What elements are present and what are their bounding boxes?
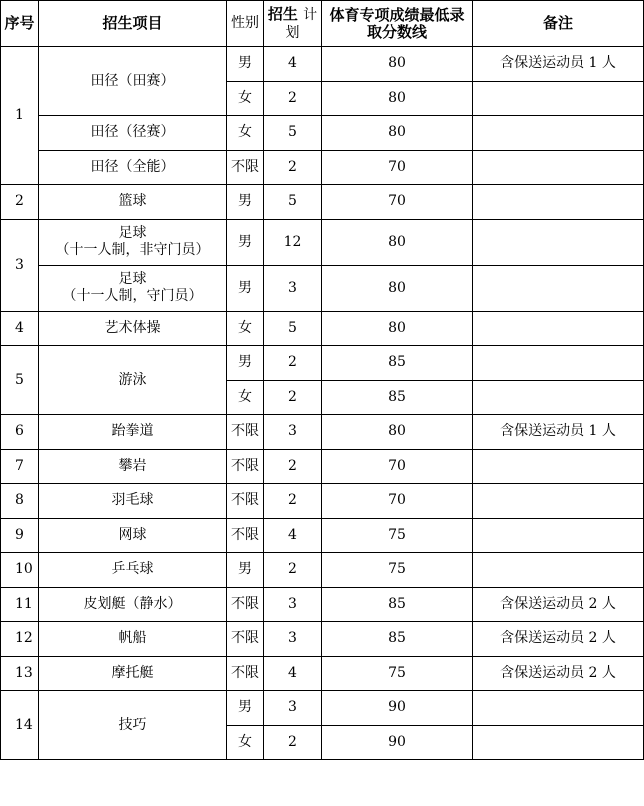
header-row bbox=[1, 1, 644, 47]
table-row bbox=[1, 449, 644, 484]
table-row bbox=[1, 346, 644, 381]
gender-cell: 女 bbox=[227, 311, 264, 346]
gender-cell: 女 bbox=[227, 380, 264, 415]
remark-cell bbox=[473, 380, 644, 415]
project-cell: 艺术体操 bbox=[39, 311, 227, 346]
project-cell: 网球 bbox=[39, 518, 227, 553]
score-cell: 75 bbox=[322, 518, 473, 553]
gender-cell: 男 bbox=[227, 265, 264, 311]
remark-cell bbox=[473, 484, 644, 519]
score-cell: 85 bbox=[322, 587, 473, 622]
table-row bbox=[1, 415, 644, 450]
score-cell: 80 bbox=[322, 81, 473, 116]
seq-cell: 1 bbox=[1, 47, 39, 185]
plan-cell: 2 bbox=[264, 449, 322, 484]
remark-cell bbox=[473, 518, 644, 553]
plan-cell: 3 bbox=[264, 587, 322, 622]
project-cell: 篮球 bbox=[39, 185, 227, 220]
seq-cell: 6 bbox=[1, 415, 39, 450]
header-plan-line2: 计划 bbox=[285, 6, 318, 41]
score-cell: 80 bbox=[322, 47, 473, 82]
project-cell: 摩托艇 bbox=[39, 656, 227, 691]
plan-cell: 5 bbox=[264, 185, 322, 220]
project-cell bbox=[39, 265, 227, 311]
table-row bbox=[1, 656, 644, 691]
gender-cell: 不限 bbox=[227, 415, 264, 450]
project-line2: （十一人制，守门员） bbox=[62, 288, 203, 304]
plan-cell: 2 bbox=[264, 484, 322, 519]
score-cell: 85 bbox=[322, 380, 473, 415]
seq-cell: 2 bbox=[1, 185, 39, 220]
table-row bbox=[1, 622, 644, 657]
header-plan-line1: 招生 bbox=[267, 4, 298, 23]
header-seq: 序号 bbox=[1, 1, 39, 47]
score-cell: 70 bbox=[322, 449, 473, 484]
project-cell: 田径（径赛） bbox=[39, 116, 227, 151]
seq-cell: 4 bbox=[1, 311, 39, 346]
project-cell: 跆拳道 bbox=[39, 415, 227, 450]
score-cell: 70 bbox=[322, 150, 473, 185]
gender-cell: 不限 bbox=[227, 622, 264, 657]
score-cell: 75 bbox=[322, 553, 473, 588]
remark-cell bbox=[473, 116, 644, 151]
project-cell: 田径（全能） bbox=[39, 150, 227, 185]
remark-cell: 含保送运动员 2 人 bbox=[473, 656, 644, 691]
gender-cell: 不限 bbox=[227, 587, 264, 622]
project-cell: 攀岩 bbox=[39, 449, 227, 484]
table-row bbox=[1, 47, 644, 82]
seq-cell: 7 bbox=[1, 449, 39, 484]
remark-cell bbox=[473, 150, 644, 185]
table-row bbox=[1, 691, 644, 726]
remark-cell: 含保送运动员 2 人 bbox=[473, 622, 644, 657]
table-row bbox=[1, 587, 644, 622]
project-line2: （十一人制，非守门员） bbox=[55, 242, 210, 258]
plan-cell: 5 bbox=[264, 116, 322, 151]
project-line1: 足球 bbox=[118, 271, 147, 287]
score-cell: 80 bbox=[322, 219, 473, 265]
plan-cell: 2 bbox=[264, 553, 322, 588]
gender-cell: 女 bbox=[227, 81, 264, 116]
score-cell: 85 bbox=[322, 622, 473, 657]
plan-cell: 3 bbox=[264, 691, 322, 726]
remark-cell bbox=[473, 81, 644, 116]
seq-cell: 13 bbox=[1, 656, 39, 691]
gender-cell: 不限 bbox=[227, 150, 264, 185]
table-row bbox=[1, 150, 644, 185]
score-cell: 85 bbox=[322, 346, 473, 381]
gender-cell: 男 bbox=[227, 346, 264, 381]
remark-cell bbox=[473, 725, 644, 760]
header-remark: 备注 bbox=[473, 1, 644, 47]
remark-cell: 含保送运动员 2 人 bbox=[473, 587, 644, 622]
plan-cell: 3 bbox=[264, 265, 322, 311]
gender-cell: 不限 bbox=[227, 656, 264, 691]
remark-cell bbox=[473, 219, 644, 265]
remark-cell bbox=[473, 265, 644, 311]
gender-cell: 男 bbox=[227, 553, 264, 588]
seq-cell: 10 bbox=[1, 553, 39, 588]
gender-cell: 女 bbox=[227, 116, 264, 151]
table-row bbox=[1, 185, 644, 220]
plan-cell: 2 bbox=[264, 150, 322, 185]
plan-cell: 5 bbox=[264, 311, 322, 346]
plan-cell: 2 bbox=[264, 380, 322, 415]
project-cell: 羽毛球 bbox=[39, 484, 227, 519]
remark-cell: 含保送运动员 1 人 bbox=[473, 415, 644, 450]
score-cell: 80 bbox=[322, 265, 473, 311]
score-cell: 70 bbox=[322, 185, 473, 220]
gender-cell: 男 bbox=[227, 691, 264, 726]
remark-cell: 含保送运动员 1 人 bbox=[473, 47, 644, 82]
seq-cell: 14 bbox=[1, 691, 39, 760]
header-project: 招生项目 bbox=[39, 1, 227, 47]
score-cell: 70 bbox=[322, 484, 473, 519]
header-score-line1: 体育专项成绩最低录 bbox=[329, 5, 465, 24]
plan-cell: 2 bbox=[264, 346, 322, 381]
project-cell: 田径（田赛） bbox=[39, 47, 227, 116]
plan-cell: 4 bbox=[264, 518, 322, 553]
plan-cell: 12 bbox=[264, 219, 322, 265]
table-row bbox=[1, 219, 644, 265]
table-row bbox=[1, 265, 644, 311]
gender-cell: 不限 bbox=[227, 484, 264, 519]
remark-cell bbox=[473, 311, 644, 346]
header-score bbox=[322, 1, 473, 47]
plan-cell: 2 bbox=[264, 81, 322, 116]
score-cell: 90 bbox=[322, 725, 473, 760]
plan-cell: 3 bbox=[264, 622, 322, 657]
project-cell: 乒乓球 bbox=[39, 553, 227, 588]
gender-cell: 不限 bbox=[227, 518, 264, 553]
seq-cell: 8 bbox=[1, 484, 39, 519]
plan-cell: 3 bbox=[264, 415, 322, 450]
seq-cell: 5 bbox=[1, 346, 39, 415]
seq-cell: 12 bbox=[1, 622, 39, 657]
project-line1: 足球 bbox=[118, 225, 147, 241]
gender-cell: 男 bbox=[227, 185, 264, 220]
plan-cell: 2 bbox=[264, 725, 322, 760]
remark-cell bbox=[473, 553, 644, 588]
table-row bbox=[1, 518, 644, 553]
seq-cell: 11 bbox=[1, 587, 39, 622]
project-cell: 帆船 bbox=[39, 622, 227, 657]
header-gender: 性别 bbox=[227, 1, 264, 47]
gender-cell: 不限 bbox=[227, 449, 264, 484]
header-plan bbox=[264, 1, 322, 47]
seq-cell: 9 bbox=[1, 518, 39, 553]
remark-cell bbox=[473, 346, 644, 381]
plan-cell: 4 bbox=[264, 47, 322, 82]
seq-cell: 3 bbox=[1, 219, 39, 311]
table-row bbox=[1, 484, 644, 519]
table-row bbox=[1, 553, 644, 588]
project-cell bbox=[39, 219, 227, 265]
table-row bbox=[1, 116, 644, 151]
gender-cell: 女 bbox=[227, 725, 264, 760]
table-row bbox=[1, 311, 644, 346]
project-cell: 技巧 bbox=[39, 691, 227, 760]
project-cell: 游泳 bbox=[39, 346, 227, 415]
score-cell: 80 bbox=[322, 415, 473, 450]
score-cell: 80 bbox=[322, 311, 473, 346]
gender-cell: 男 bbox=[227, 47, 264, 82]
remark-cell bbox=[473, 691, 644, 726]
score-cell: 75 bbox=[322, 656, 473, 691]
score-cell: 80 bbox=[322, 116, 473, 151]
project-cell: 皮划艇（静水） bbox=[39, 587, 227, 622]
score-cell: 90 bbox=[322, 691, 473, 726]
header-score-line2: 取分数线 bbox=[366, 22, 427, 41]
plan-cell: 4 bbox=[264, 656, 322, 691]
remark-cell bbox=[473, 185, 644, 220]
gender-cell: 男 bbox=[227, 219, 264, 265]
remark-cell bbox=[473, 449, 644, 484]
